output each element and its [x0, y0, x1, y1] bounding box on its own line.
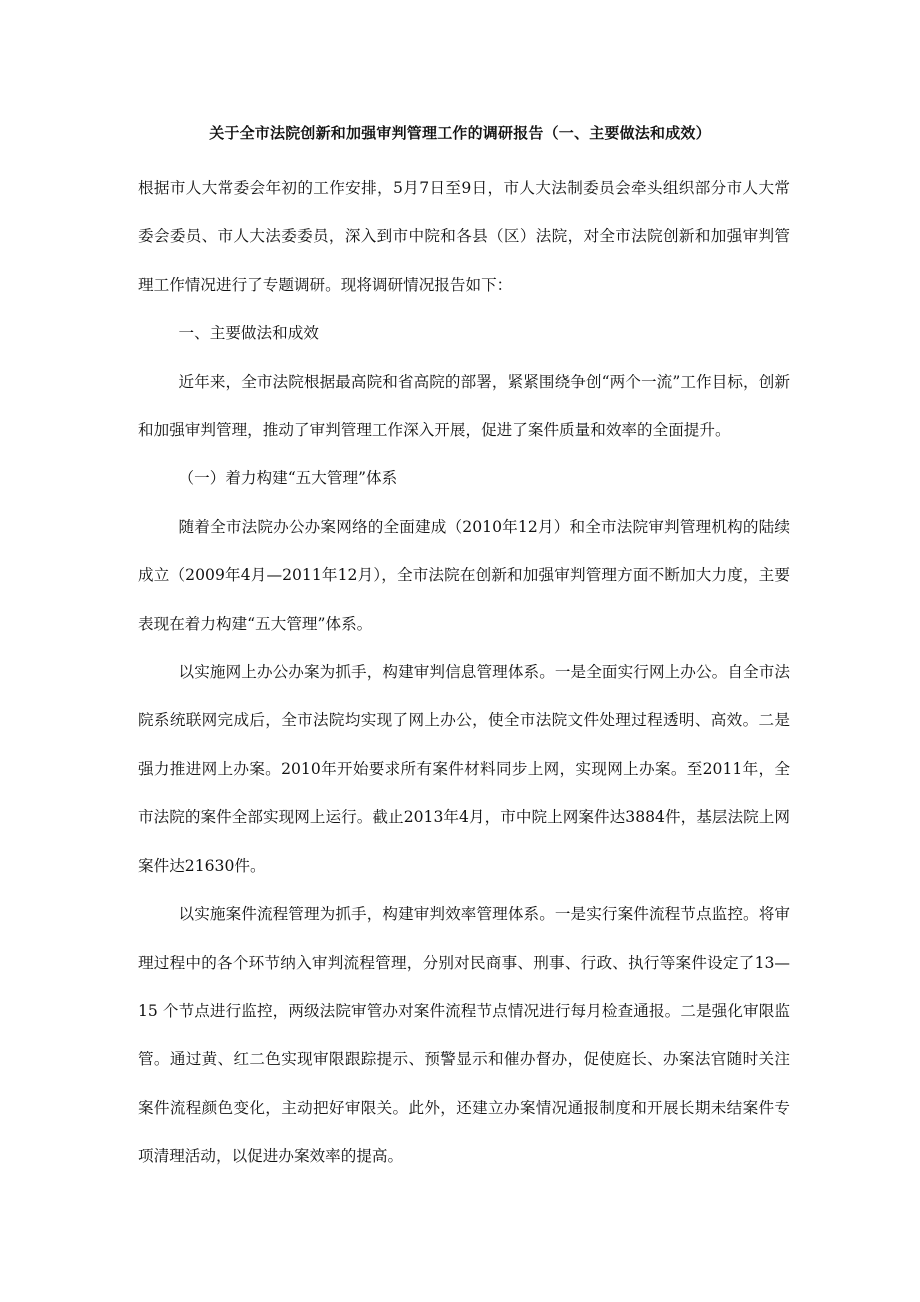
intro-paragraph: 根据市人大常委会年初的工作安排，5月7日至9日，市人大法制委员会牵头组织部分市人大常委会委员、市人大法委委员，深入到市中院和各县（区）法院，对全市法院创新和加强审判管理工作情况进行了专题调研。现将调研情况报告如下： — [138, 179, 790, 294]
section-heading: 一、主要做法和成效 — [178, 324, 319, 343]
document-title: 关于全市法院创新和加强审判管理工作的调研报告（一、主要做法和成效） — [209, 124, 711, 142]
efficiency-management-paragraph: 以实施案件流程管理为抓手，构建审判效率管理体系。一是实行案件流程节点监控。将审理过程中的各个环节纳入审判流程管理，分别对民商事、刑事、行政、执行等案件设定了13—15 个节点进行监控，两级法院审管办对案件流程节点情况进行每月检查通报。二是强化审限监管。通过黄、红二色实现审限跟踪提示、预警显示和催办督办，促使庭长、办案法官随时关注案件流程颜色变化，主动把好审限关。此外，还建立办案情况通报制度和开展长期未结案件专项清理活动，以促进办案效率的提高。 — [138, 905, 790, 1166]
overview-paragraph: 近年来，全市法院根据最高院和省高院的部署，紧紧围绕争创“两个一流”工作目标，创新和加强审判管理，推动了审判管理工作深入开展，促进了案件质量和效率的全面提升。 — [138, 372, 790, 440]
info-management-paragraph: 以实施网上办公办案为抓手，构建审判信息管理体系。一是全面实行网上办公。自全市法院系统联网完成后，全市法院均实现了网上办公，使全市法院文件处理过程透明、高效。二是强力推进网上办案。2010年开始要求所有案件材料同步上网，实现网上办案。至2011年，全市法院的案件全部实现网上运行。截止2013年4月，市中院上网案件达3884件，基层法院上网案件达21630件。 — [138, 663, 790, 875]
document-body — [138, 164, 790, 1181]
subsection-heading: （一）着力构建“五大管理”体系 — [178, 469, 398, 488]
background-paragraph: 随着全市法院办公办案网络的全面建成（2010年12月）和全市法院审判管理机构的陆续成立（2009年4月—2011年12月），全市法院在创新和加强审判管理方面不断加大力度，主要表现在着力构建“五大管理”体系。 — [138, 517, 790, 633]
